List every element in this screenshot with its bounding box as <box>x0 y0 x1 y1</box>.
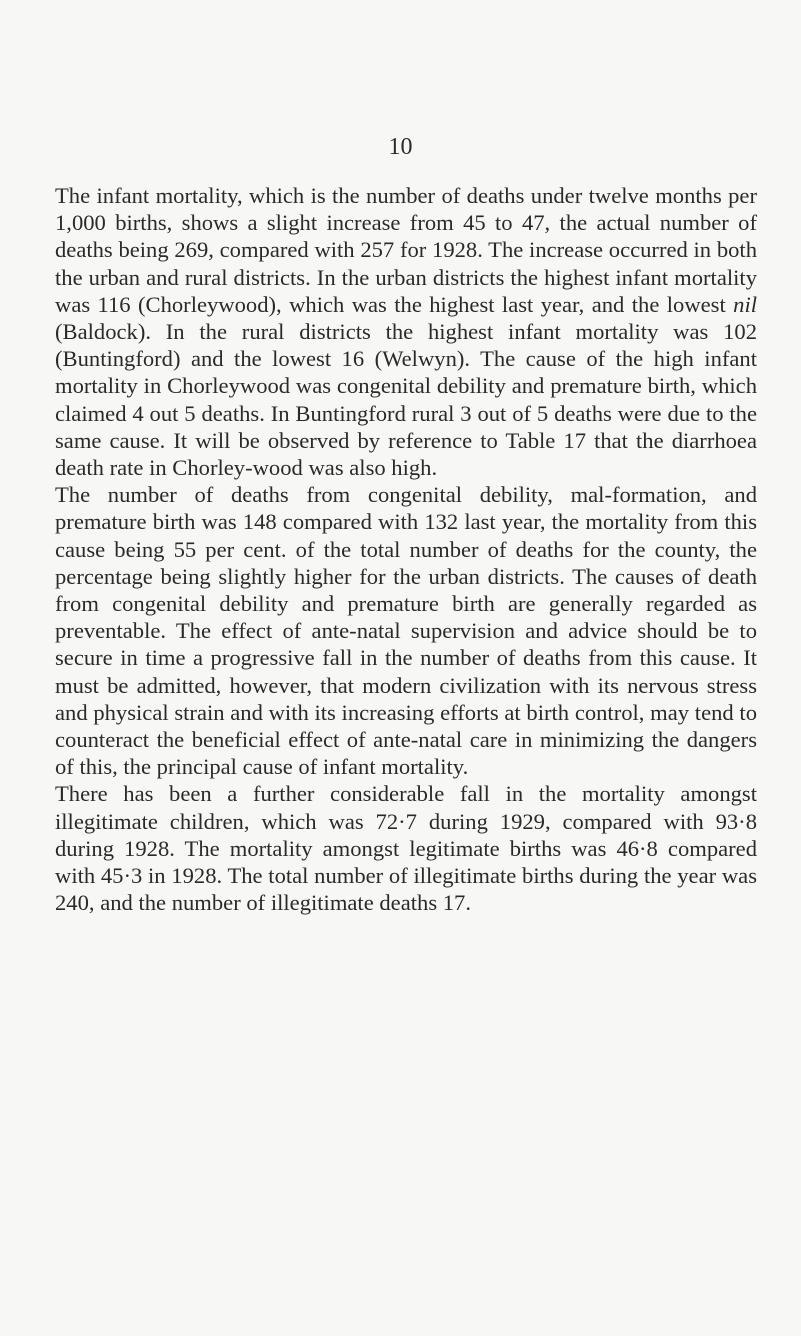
page-number: 10 <box>388 134 413 160</box>
paragraph-congenital-debility: The number of deaths from congenital debility, mal-formation, and premature birth was 148 compared with 132 last year, the mortality from this cause being 55 per cent. of the total number of deaths for the county, the percentage being slightly higher for the urban districts. The causes of death from congenital debility and premature birth are generally regarded as preventable. The effect of ante-natal supervision and advice should be to secure in time a progressive fall in the number of deaths from this cause. It must be admitted, however, that modern civilization with its nervous stress and physical strain and with its increasing efforts at birth control, may tend to counteract the beneficial effect of ante-natal care in minimizing the dangers of this, the principal cause of infant mortality. <box>55 482 757 780</box>
paragraph-text: (Baldock). In the rural districts the highest infant mortality was 102 (Buntingford) and the lowest 16 (Welwyn). The cause of the high infant mortality in Chorleywood was congenital debility and premature birth, which claimed 4 out 5 deaths. In Buntingford rural 3 out of 5 deaths were due to the same cause. It will be observed by reference to Table 17 that the diarrhoea death rate in Chorley-wood was also high. <box>55 319 757 481</box>
paragraph-infant-mortality <box>55 182 757 481</box>
emphasis-nil: nil <box>733 291 757 317</box>
body-text <box>55 182 757 916</box>
paragraph-text: The infant mortality, which is the number of deaths under twelve months per 1,000 births, shows a slight increase from 45 to 47, the actual number of deaths being 269, compared with 257 for 1928. The increase occurred in both the urban and rural districts. In the urban districts the highest infant mortality was 116 (Chorleywood), which was the highest last year, and the lowest <box>55 183 757 317</box>
paragraph-illegitimate-mortality: There has been a further considerable fall in the mortality amongst illegitimate children, which was 72·7 during 1929, compared with 93·8 during 1928. The mortality amongst legitimate births was 46·8 compared with 45·3 in 1928. The total number of illegitimate births during the year was 240, and the number of illegitimate deaths 17. <box>55 781 757 916</box>
